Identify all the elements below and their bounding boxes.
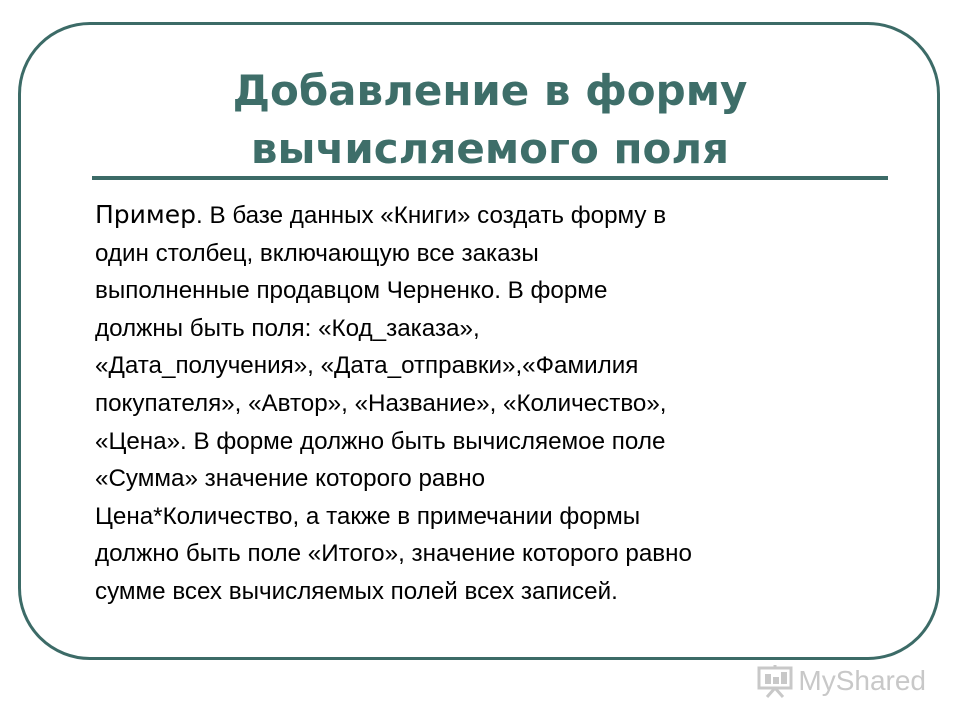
slide-body xyxy=(95,196,895,611)
title-line-2: вычисляемого поля xyxy=(250,124,730,173)
slide-title xyxy=(90,62,890,178)
presentation-board-icon xyxy=(756,664,794,698)
watermark-text: MyShared xyxy=(798,665,926,696)
title-divider xyxy=(92,176,888,180)
title-line-1: Добавление в форму xyxy=(232,66,748,115)
example-text: . В базе данных «Книги» создать форму в один столбец, включающую все заказы выполненные продавцом Черненко. В форме должны быть поля: «Код_заказа», «Дата_получения», «Дата_отправки»,«Фамилия покупателя», «Автор», «Название», «Количество», «Цена». В форме должно быть вычисляемое поле «Сумма» значение которого равно Цена*Количество, а также в примечании формы должно быть поле «Итого», значение которого равно сумме всех вычисляемых полей всех записей. xyxy=(95,202,692,605)
watermark xyxy=(756,664,926,698)
example-label: Пример xyxy=(95,200,197,229)
